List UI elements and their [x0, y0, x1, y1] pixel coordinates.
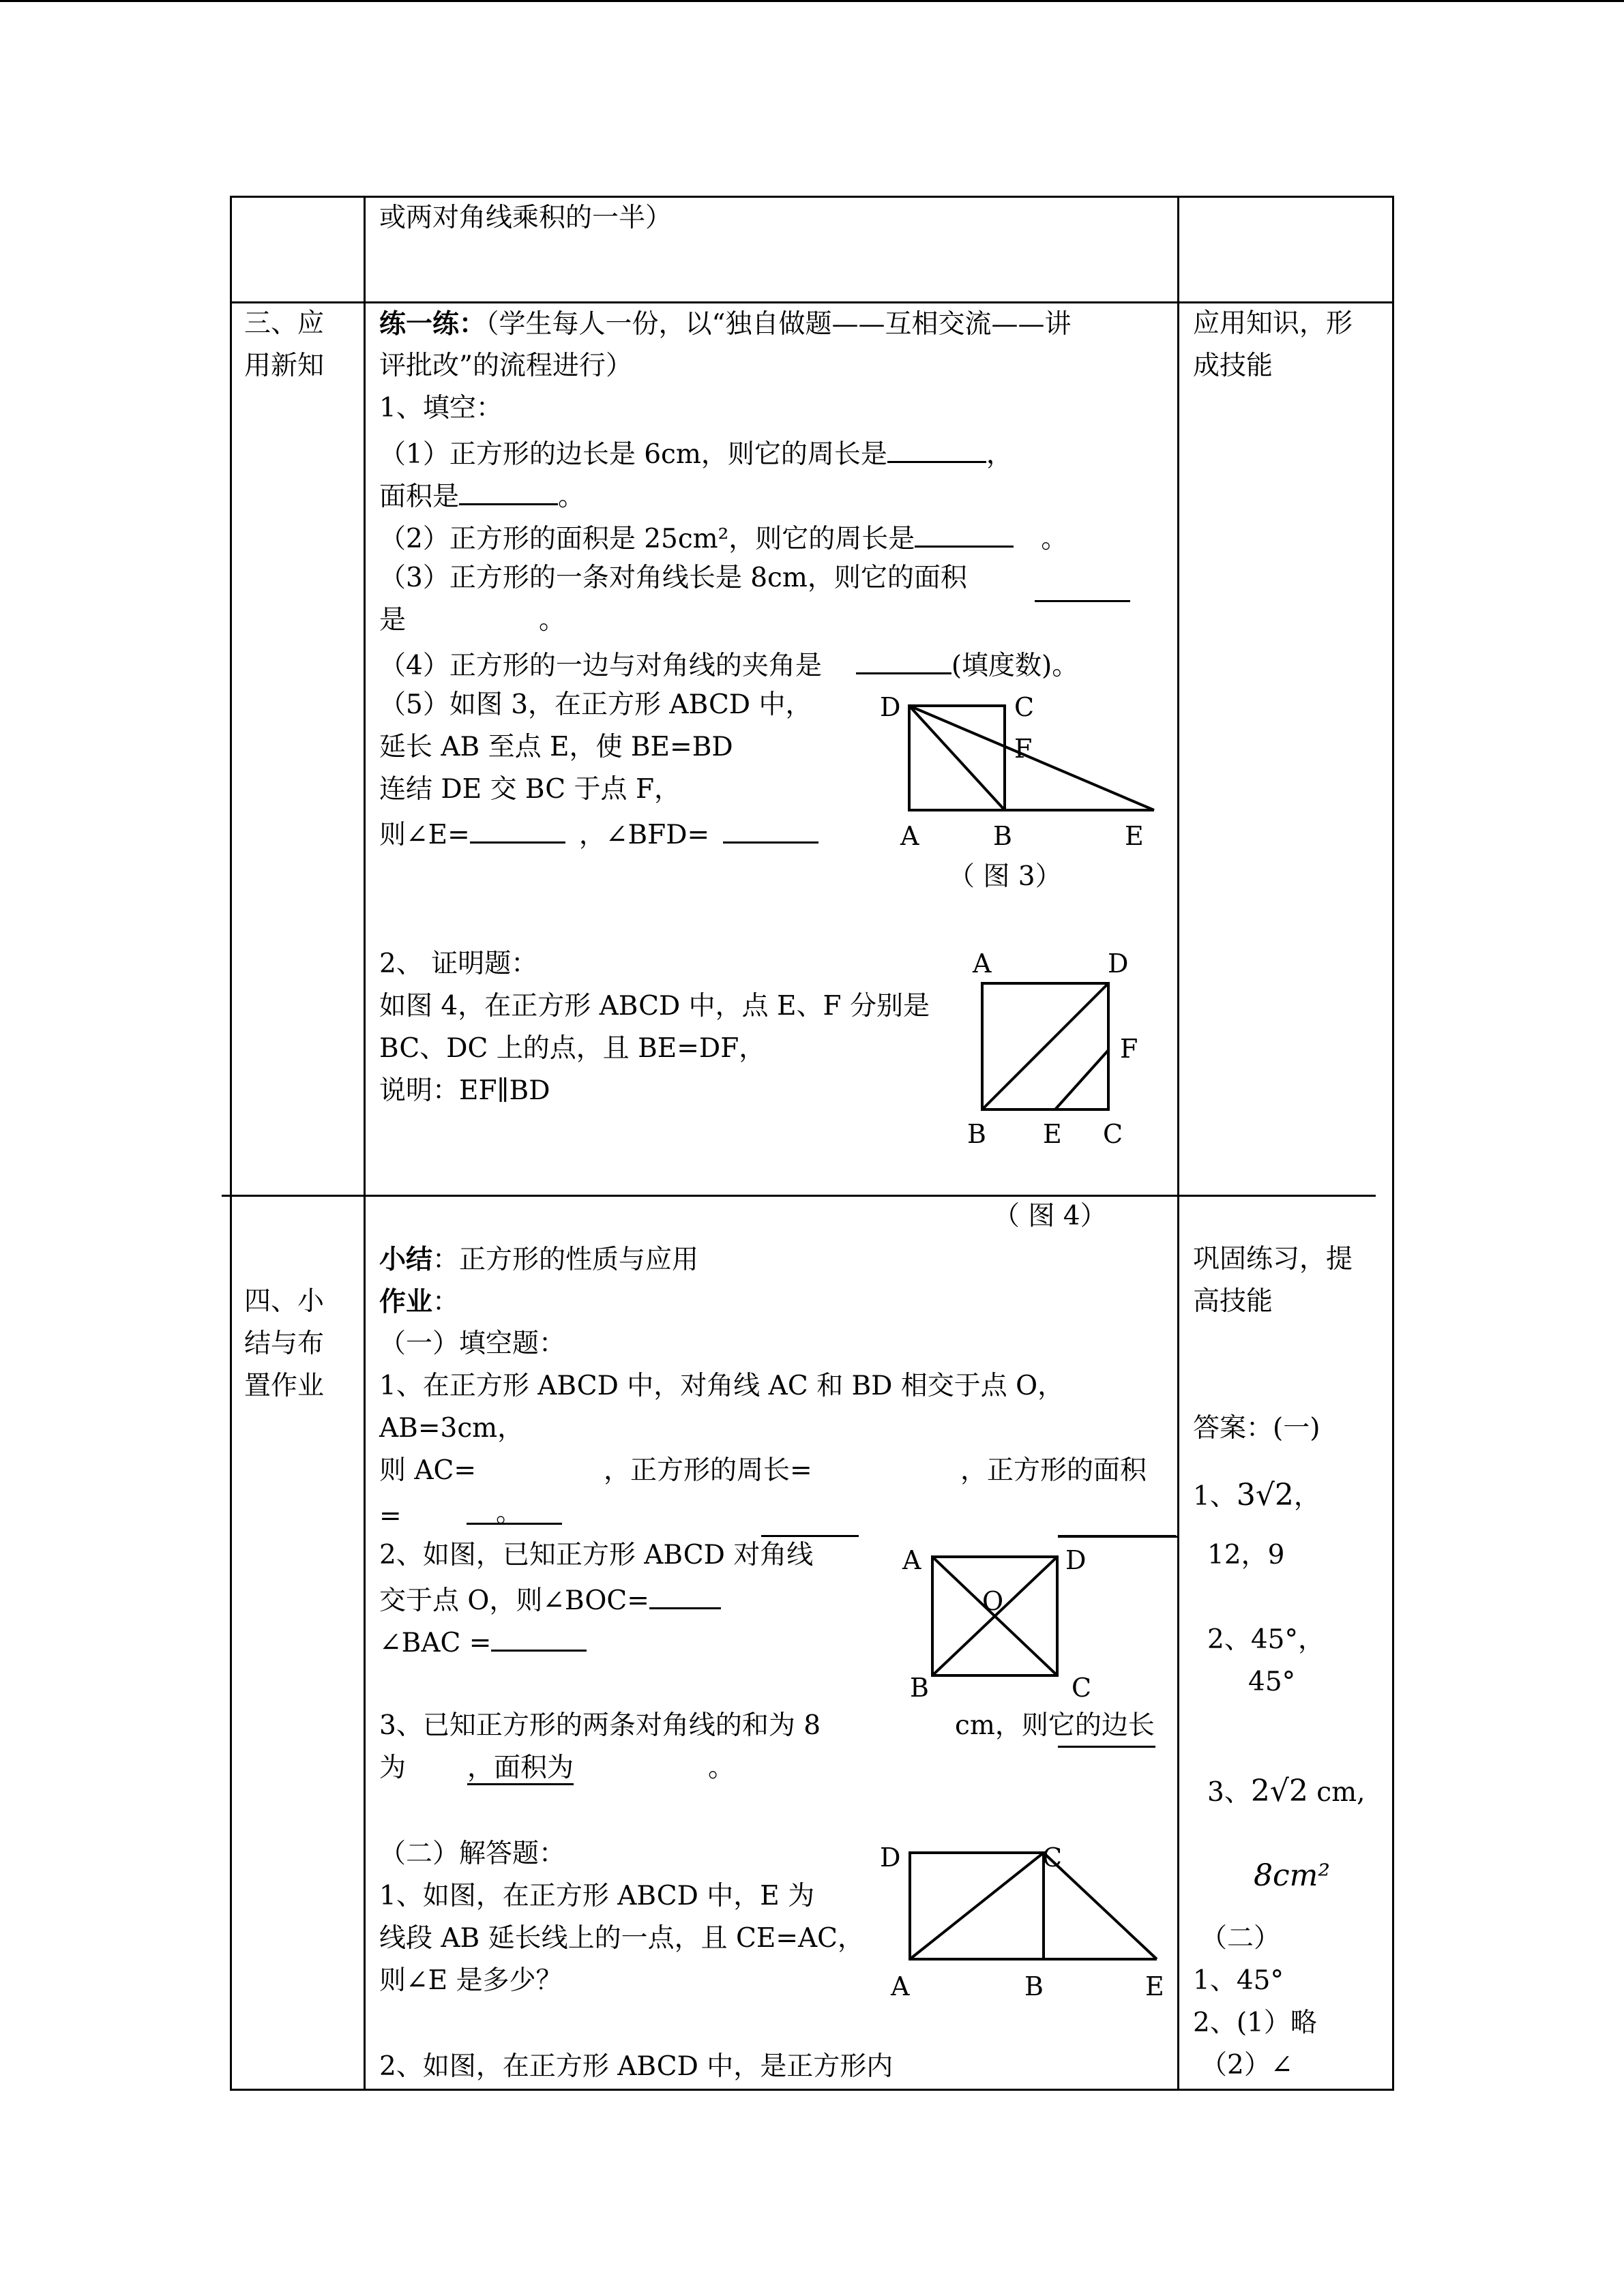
fig3-label-a: A: [900, 821, 919, 851]
blank-q2-perimeter[interactable]: [915, 521, 1014, 548]
section4-label-1: 四、小: [244, 1286, 325, 1317]
fig6-diagonal-dc: [910, 1853, 1044, 1959]
summary-text: ：正方形的性质与应用: [432, 1244, 699, 1275]
section3-intent-2: 成技能: [1193, 351, 1273, 381]
homework-1a: 1、在正方形 ABCD 中，对角线 AC 和 BD 相交于点 O，: [379, 1371, 1065, 1401]
row-divider-1: [230, 301, 1394, 303]
fig3-label-b: B: [993, 821, 1012, 851]
solve-1a: 1、如图，在正方形 ABCD 中，E 为: [379, 1881, 815, 1911]
homework-2b: 交于点 O，则∠BOC=: [379, 1583, 721, 1616]
solve-title: （二）解答题：: [379, 1838, 566, 1869]
solve-1b: 线段 AB 延长线上的一点，且 CE=AC，: [379, 1923, 865, 1954]
fig5-label-a: A: [902, 1545, 921, 1575]
fig3-label-f: F: [1014, 734, 1033, 764]
fig6-label-d: D: [880, 1843, 901, 1873]
proof-title: 2、 证明题：: [379, 949, 538, 979]
homework-1c2: ，正方形的周长=: [604, 1455, 812, 1486]
blank-h1-ac[interactable]: [1058, 1510, 1176, 1537]
table-right-border: [1392, 196, 1394, 2091]
answer-3-area: 8cm²: [1254, 1858, 1330, 1893]
blank-q1-area[interactable]: [459, 479, 558, 505]
answer-b3: （2）∠: [1200, 2050, 1293, 2081]
fig5-label-c: C: [1072, 1673, 1092, 1703]
homework-1d: =: [379, 1498, 562, 1532]
practice-desc-1: （学生每人一份，以“独自做题——互相交流——讲: [486, 309, 1072, 340]
section4-intent-1: 巩固练习，提: [1193, 1244, 1353, 1274]
fig3-diagonal-db: [909, 706, 1005, 810]
fig4-label-a: A: [973, 949, 992, 979]
column-divider-2: [1177, 196, 1179, 2091]
question-2: （2）正方形的面积是 25cm²，则它的周长是 。: [379, 521, 1067, 554]
fig4-label-c: C: [1103, 1119, 1123, 1149]
fig6-label-a: A: [891, 1971, 910, 2001]
question-1a: （1）正方形的边长是 6cm，则它的周长是 ，: [379, 436, 1013, 470]
homework-3b2: ，面积为: [467, 1753, 574, 1783]
summary-title: 小结: [379, 1244, 433, 1275]
answer-2a: 2、45°，: [1207, 1624, 1325, 1655]
answer-1-value: 3√2: [1236, 1478, 1294, 1512]
section4-intent-2: 高技能: [1193, 1286, 1273, 1317]
homework-2a: 2、如图，已知正方形 ABCD 对角线: [379, 1540, 814, 1570]
homework-1c1: 则 AC=: [379, 1455, 477, 1486]
fig4-diagonal-bd: [982, 983, 1108, 1109]
question-1b: 面积是 。: [379, 479, 585, 512]
fig4-label-f: F: [1120, 1034, 1138, 1064]
proof-line-2: BC、DC 上的点，且 BE=DF，: [379, 1033, 766, 1064]
fig4-caption: （ 图 4）: [993, 1201, 1107, 1232]
fig6-label-e: E: [1145, 1971, 1164, 2001]
table-top-border: [230, 196, 1394, 198]
answer-1b: 12，9: [1207, 1540, 1285, 1570]
blank-q1-perimeter[interactable]: [887, 436, 986, 463]
answer-b1: 1、45°: [1193, 1965, 1284, 1996]
section4-label-2: 结与布: [244, 1328, 325, 1359]
answer-part2: （二）: [1200, 1923, 1281, 1954]
column-divider-1: [364, 196, 366, 2091]
top-border: [0, 0, 1624, 2]
fig5-label-o: O: [982, 1586, 1004, 1616]
fig5-top-rule: [1058, 1536, 1177, 1538]
fig5-label-d: D: [1065, 1545, 1087, 1575]
homework-3a2: cm，则它的边长: [955, 1710, 1155, 1741]
fig3-label-e: E: [1125, 821, 1144, 851]
blank-h1-perimeter[interactable]: [761, 1510, 859, 1537]
solve-2a: 2、如图，在正方形 ABCD 中，是正方形内: [379, 2051, 894, 2082]
table-left-border: [230, 196, 232, 2091]
homework-line: 作业：: [379, 1286, 460, 1317]
fig4-label-b: B: [967, 1119, 986, 1149]
question-3b: 是 。: [379, 605, 566, 636]
section3-label-2: 用新知: [244, 351, 325, 381]
homework-3a1: 3、已知正方形的两条对角线的和为 8: [379, 1710, 821, 1741]
continued-text: 或两对角线乘积的一半）: [379, 203, 673, 233]
question-5a: （5）如图 3，在正方形 ABCD 中，: [379, 689, 812, 720]
figure-5: [931, 1555, 1061, 1678]
section4-label-3: 置作业: [244, 1371, 325, 1401]
row-divider-2: [222, 1195, 1376, 1197]
fill-title: 1、填空：: [379, 393, 503, 423]
homework-1b: AB=3cm，: [379, 1413, 525, 1444]
question-5d: 则∠E= ，∠BFD=: [379, 817, 818, 850]
answer-2b: 45°: [1248, 1667, 1296, 1697]
answer-1: 1、3√2，: [1193, 1478, 1320, 1512]
figure-6: [900, 1851, 1160, 1960]
practice-desc-2: 评批改”的流程进行）: [379, 351, 632, 381]
blank-h2-bac[interactable]: [491, 1625, 587, 1652]
homework-2c: ∠BAC =: [379, 1625, 587, 1658]
blank-q5-angle-bfd[interactable]: [723, 817, 818, 844]
proof-line-3: 说明：EF∥BD: [379, 1075, 550, 1106]
practice-title: 练一练：: [379, 308, 486, 340]
answer-3-value: 2√2: [1250, 1774, 1308, 1808]
homework-1c3: ，正方形的面积: [960, 1455, 1147, 1486]
blank-q5-angle-e[interactable]: [470, 817, 565, 844]
homework-1d-end: 。: [496, 1497, 523, 1528]
homework-title: 作业: [379, 1286, 433, 1317]
section3-label-1: 三、应: [244, 308, 325, 339]
homework-3b1: 为: [379, 1753, 407, 1783]
answer-b2: 2、(1）略: [1193, 2008, 1317, 2038]
fig6-label-c: C: [1042, 1843, 1063, 1873]
question-5b: 延长 AB 至点 E，使 BE=BD: [379, 732, 733, 762]
figure-4: [981, 982, 1110, 1112]
fig4-label-d: D: [1108, 949, 1129, 979]
blank-q3-area[interactable]: [1035, 576, 1130, 602]
solve-1c: 则∠E 是多少？: [379, 1965, 563, 1996]
blank-h3-side[interactable]: [1058, 1746, 1155, 1748]
question-3a: （3）正方形的一条对角线长是 8cm，则它的面积: [379, 563, 967, 593]
fig3-label-d: D: [880, 692, 901, 722]
fig3-label-c: C: [1014, 692, 1035, 722]
question-5c: 连结 DE 交 BC 于点 F，: [379, 774, 681, 805]
question-4: （4）正方形的一边与对角线的夹角是 (填度数)。: [379, 648, 1078, 681]
practice-line-1: [379, 309, 1071, 340]
fig4-label-e: E: [1043, 1119, 1062, 1149]
fig6-label-b: B: [1024, 1971, 1044, 2001]
answers-title: 答案：(一): [1193, 1413, 1320, 1444]
blank-q4-angle[interactable]: [856, 648, 951, 674]
blank-h2-boc[interactable]: [649, 1583, 721, 1609]
proof-line-1: 如图 4，在正方形 ABCD 中，点 E、F 分别是: [379, 991, 930, 1022]
homework-3b3: 。: [708, 1753, 735, 1783]
summary-line: [379, 1244, 698, 1275]
answer-3: 3、2√2 cm,: [1207, 1774, 1365, 1808]
fig4-line-ef: [1055, 1050, 1108, 1109]
section3-intent-1: 应用知识，形: [1193, 308, 1353, 339]
table-bottom-border: [230, 2089, 1394, 2091]
homework-fill-title: （一）填空题：: [379, 1328, 566, 1359]
fig5-label-b: B: [910, 1673, 929, 1703]
fig3-caption: （ 图 3）: [948, 861, 1062, 892]
